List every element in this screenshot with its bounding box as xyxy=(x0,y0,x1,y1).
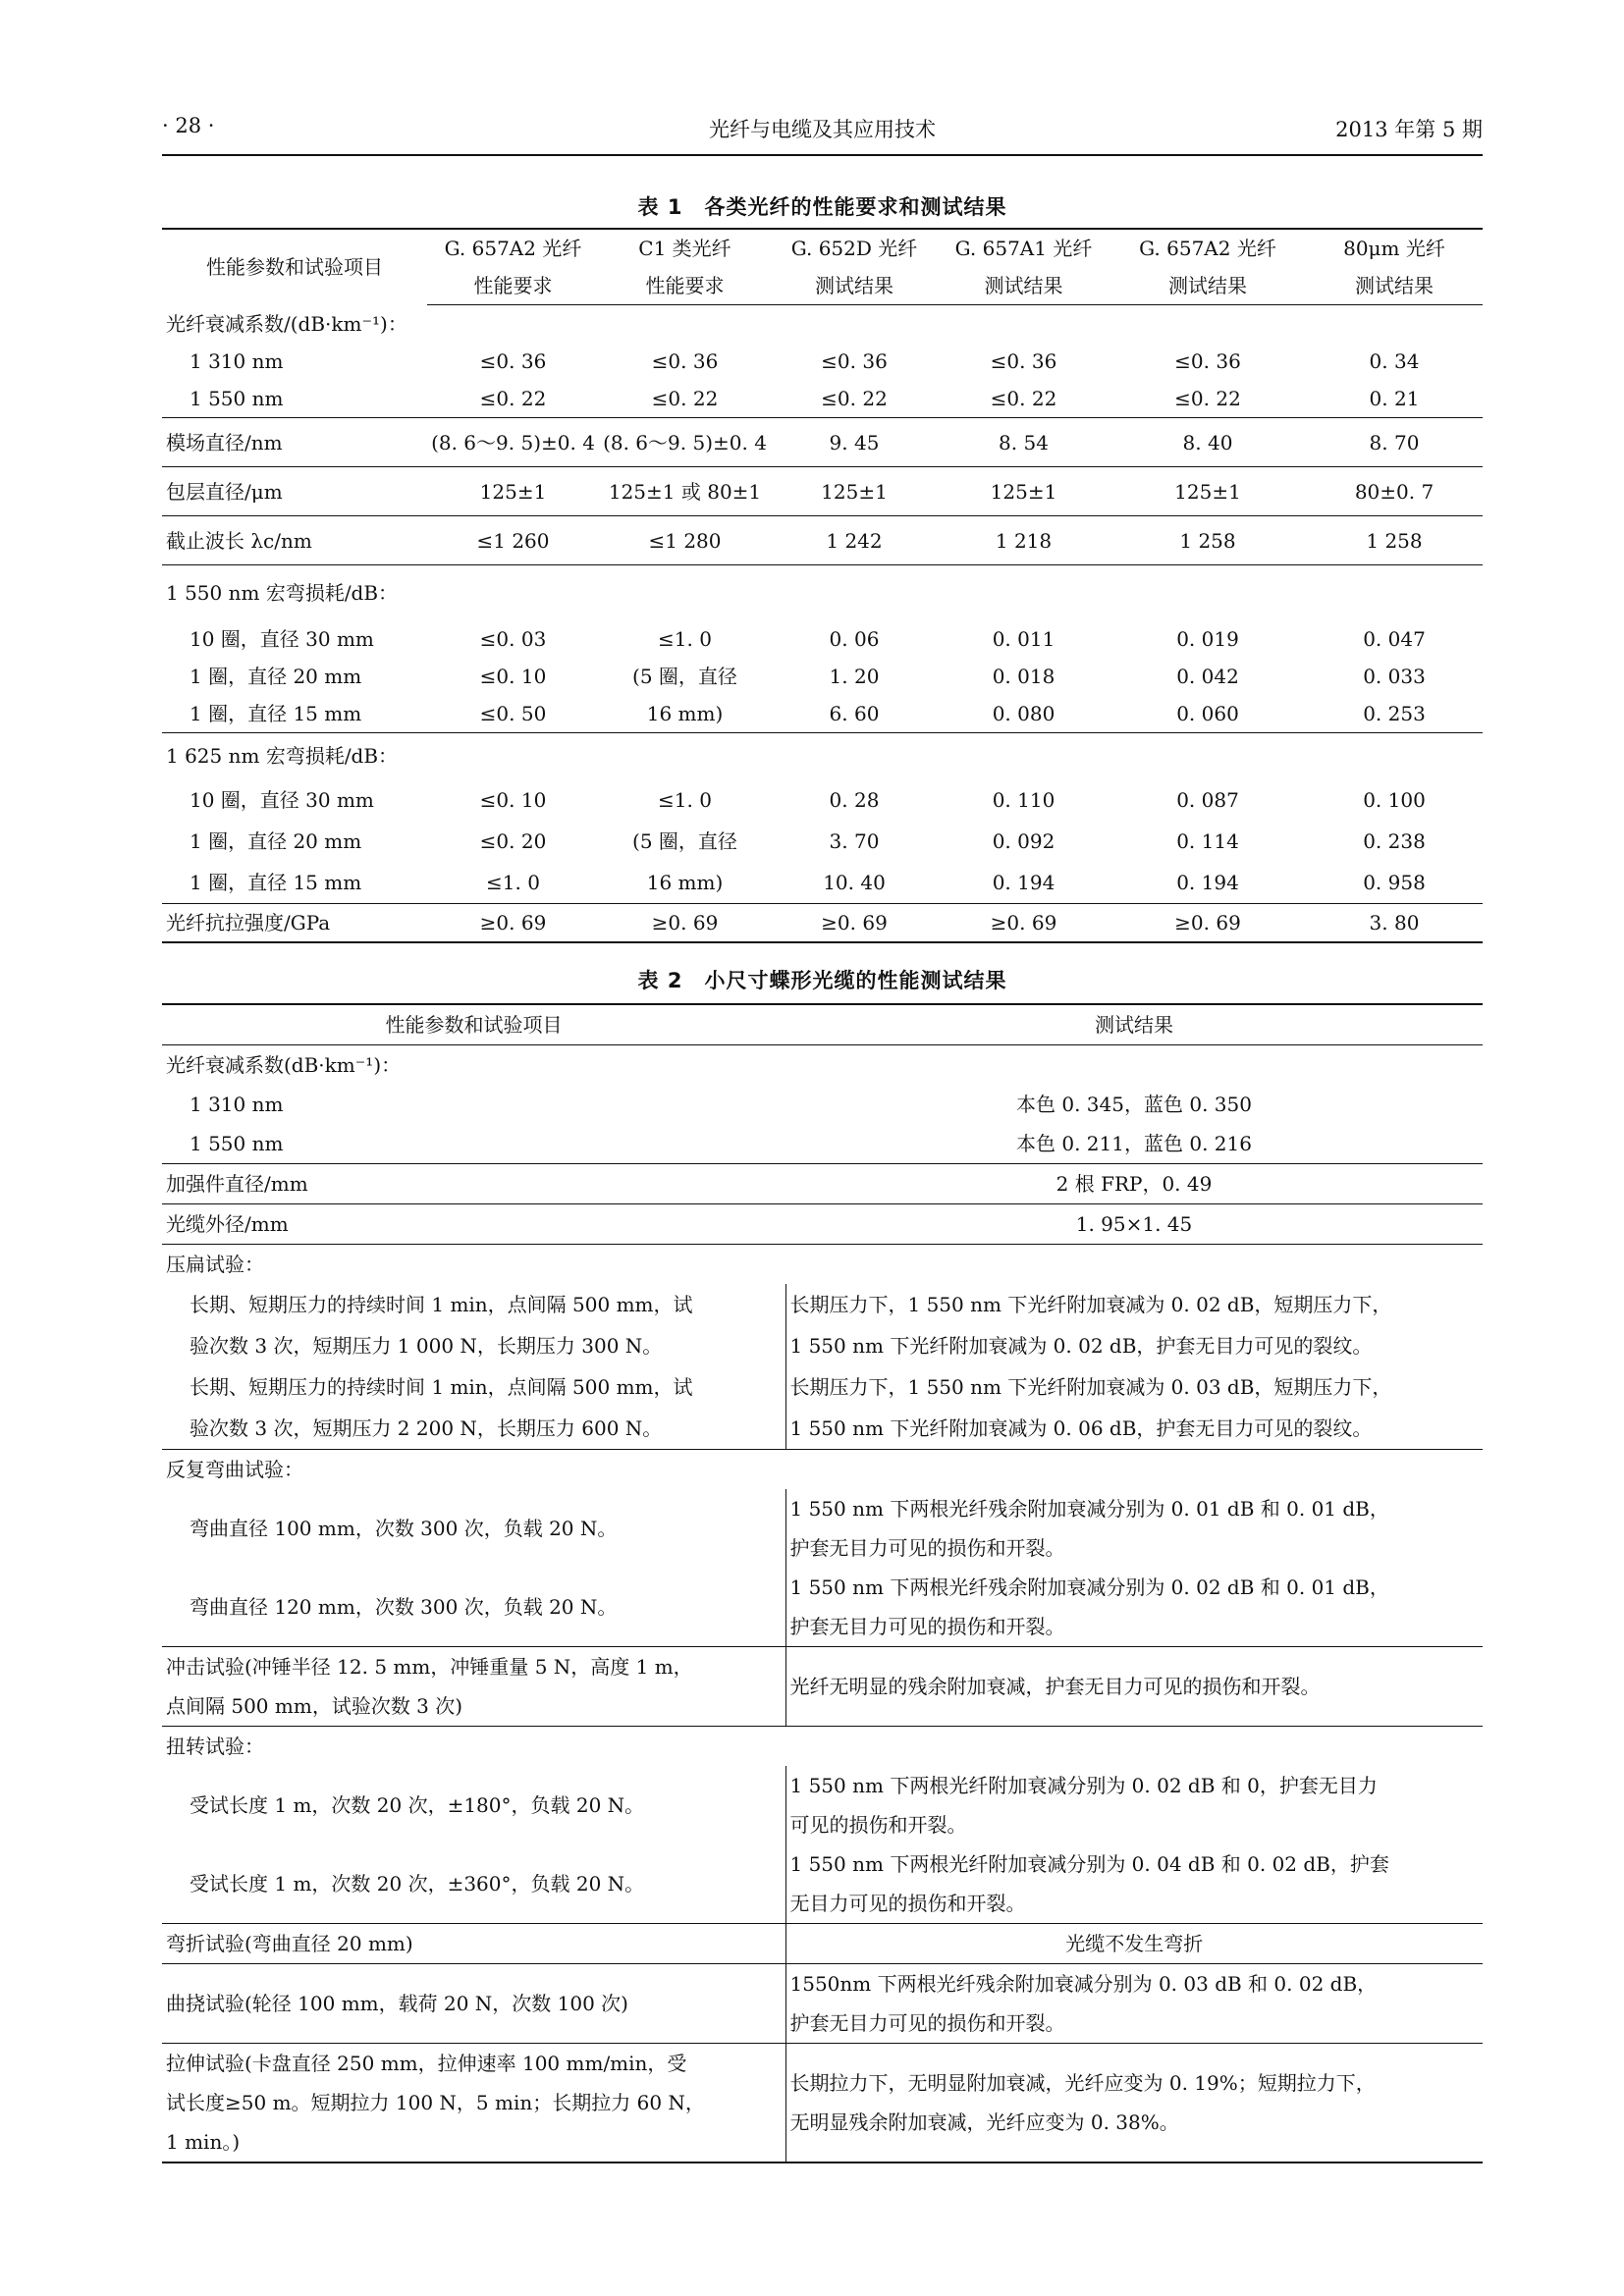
table-cell: ≥0. 69 xyxy=(938,903,1110,942)
issue-label: 2013 年第 5 期 xyxy=(1335,118,1483,141)
condition-line: 长期、短期压力的持续时间 1 min，点间隔 500 mm，试 xyxy=(189,1375,693,1399)
table-row xyxy=(162,1727,1483,1767)
result-line: 1 550 nm 下光纤附加衰减为 0. 06 dB，护套无目力可见的裂纹。 xyxy=(789,1416,1373,1440)
row-label: 光纤衰减系数/(dB·km⁻¹)： xyxy=(166,312,407,336)
row-label: 扭转试验： xyxy=(162,1727,1483,1767)
row-label: 1 550 nm xyxy=(189,387,284,410)
row-label: 1 625 nm 宏弯损耗/dB： xyxy=(162,732,1483,779)
table-row xyxy=(162,1045,1483,1086)
table2-caption: 表 2 小尺寸蝶形光缆的性能测试结果 xyxy=(637,969,1007,992)
table-row xyxy=(162,1124,1483,1164)
table-cell: (8. 6～9. 5)±0. 4 xyxy=(427,418,599,467)
table-row xyxy=(162,1204,1483,1245)
table-cell: 本色 0. 211，蓝色 0. 216 xyxy=(1016,1132,1252,1155)
table-cell: ≤1 260 xyxy=(427,516,599,565)
test-result xyxy=(785,1284,1483,1366)
header-col: G. 657A2 光纤 xyxy=(1110,229,1306,267)
table-row xyxy=(162,1964,1483,2044)
table-cell: ≤0. 36 xyxy=(479,349,547,373)
header-col: C1 类光纤 xyxy=(599,229,771,267)
table-row xyxy=(162,1489,1483,1568)
table-cell: 0. 958 xyxy=(1363,870,1426,894)
table-cell: 8. 70 xyxy=(1306,418,1483,467)
table-cell: ≤0. 10 xyxy=(479,788,547,812)
table-cell: 0. 047 xyxy=(1363,626,1426,651)
test-condition: 弯折试验(弯曲直径 20 mm) xyxy=(162,1924,785,1964)
table-cell: 125±1 xyxy=(771,467,938,516)
test-result: 光纤无明显的残余附加衰减，护套无目力可见的损伤和开裂。 xyxy=(785,1647,1483,1727)
table-row xyxy=(162,1245,1483,1285)
test-result xyxy=(785,1844,1483,1924)
header-col: 测试结果 xyxy=(938,267,1110,305)
table-row xyxy=(162,343,1483,380)
table-cell: ≤0. 22 xyxy=(990,387,1057,410)
row-label: 10 圈，直径 30 mm xyxy=(189,626,374,651)
table-cell: 0. 21 xyxy=(1369,387,1420,410)
row-label: 1 圈，直径 15 mm xyxy=(189,870,362,894)
table-cell: 0. 194 xyxy=(992,870,1056,894)
result-line: 无目力可见的损伤和开裂。 xyxy=(789,1892,1026,1915)
page-number: · 28 · xyxy=(162,114,215,137)
result-line: 长期压力下，1 550 nm 下光纤附加衰减为 0. 02 dB，短期压力下， xyxy=(789,1293,1392,1316)
row-label: 加强件直径/mm xyxy=(162,1164,785,1204)
table-row xyxy=(162,2044,1483,2163)
cable-test-table xyxy=(162,1003,1483,2163)
table-cell: ≤0. 22 xyxy=(479,387,547,410)
condition-line: 验次数 3 次，短期压力 2 200 N，长期压力 600 N。 xyxy=(189,1416,663,1440)
test-condition xyxy=(162,1366,785,1450)
result-line: 可见的损伤和开裂。 xyxy=(789,1813,967,1837)
table-row xyxy=(162,695,1483,733)
result-line: 长期压力下，1 550 nm 下光纤附加衰减为 0. 03 dB，短期压力下， xyxy=(789,1375,1392,1399)
table-row xyxy=(162,732,1483,779)
header-col: G. 652D 光纤 xyxy=(771,229,938,267)
table-cell: 0. 110 xyxy=(992,788,1056,812)
condition-line: 试长度≥50 m。短期拉力 100 N，5 min；长期拉力 60 N， xyxy=(166,2091,705,2114)
header-col: 性能要求 xyxy=(427,267,599,305)
table-cell: ≤0. 36 xyxy=(821,349,888,373)
table-cell: ≤0. 36 xyxy=(651,349,719,373)
condition-line: 1 min。) xyxy=(166,2130,241,2154)
table-row xyxy=(162,1568,1483,1647)
header-col: 80μm 光纤 xyxy=(1306,229,1483,267)
table-cell: 8. 54 xyxy=(938,418,1110,467)
header-col: 性能要求 xyxy=(599,267,771,305)
condition-line: 点间隔 500 mm，试验次数 3 次) xyxy=(166,1694,463,1718)
table-cell: 16 mm) xyxy=(646,870,724,894)
test-condition: 曲挠试验(轮径 100 mm，载荷 20 N，次数 100 次) xyxy=(162,1964,785,2044)
row-label: 1 550 nm xyxy=(189,1132,284,1155)
table-cell: 125±1 xyxy=(1110,467,1306,516)
table-row xyxy=(162,1164,1483,1204)
row-label: 1 圈，直径 20 mm xyxy=(189,664,362,688)
table-row xyxy=(162,516,1483,565)
test-result: 光缆不发生弯折 xyxy=(785,1924,1483,1964)
table-cell: 1 258 xyxy=(1306,516,1483,565)
condition-line: 长期、短期压力的持续时间 1 min，点间隔 500 mm，试 xyxy=(189,1293,693,1316)
table-cell: 0. 019 xyxy=(1176,626,1239,651)
result-line: 护套无目力可见的损伤和开裂。 xyxy=(789,2011,1065,2035)
table-cell: ≤1. 0 xyxy=(658,626,712,651)
table-row xyxy=(162,903,1483,942)
test-condition: 受试长度 1 m，次数 20 次，±360°，负载 20 N。 xyxy=(189,1872,645,1896)
table-cell: 16 mm) xyxy=(646,701,724,725)
table-row xyxy=(162,380,1483,418)
table-row xyxy=(162,418,1483,467)
test-result xyxy=(785,1366,1483,1450)
row-label: 光纤抗拉强度/GPa xyxy=(162,903,427,942)
table-cell: 0. 060 xyxy=(1176,701,1239,725)
table-cell: 9. 45 xyxy=(771,418,938,467)
row-label: 10 圈，直径 30 mm xyxy=(189,788,374,812)
row-label: 1 310 nm xyxy=(189,1093,284,1116)
table-cell: 0. 080 xyxy=(992,701,1056,725)
table-row xyxy=(162,1085,1483,1124)
table-cell: 0. 092 xyxy=(992,829,1056,853)
row-label: 截止波长 λc/nm xyxy=(162,516,427,565)
table-cell: 125±1 或 80±1 xyxy=(599,467,771,516)
table-cell: 125±1 xyxy=(427,467,599,516)
table-row xyxy=(162,1647,1483,1727)
journal-title: 光纤与电缆及其应用技术 xyxy=(709,118,936,141)
table-row xyxy=(162,821,1483,862)
table-cell: 0. 238 xyxy=(1363,829,1426,853)
table-cell: ≥0. 69 xyxy=(1110,903,1306,942)
header-col: G. 657A1 光纤 xyxy=(938,229,1110,267)
table-cell: 本色 0. 345，蓝色 0. 350 xyxy=(1016,1093,1252,1116)
result-line: 1 550 nm 下两根光纤附加衰减分别为 0. 02 dB 和 0，护套无目力 xyxy=(789,1774,1378,1797)
table-cell: ≤0. 20 xyxy=(479,829,547,853)
table-cell: 8. 40 xyxy=(1110,418,1306,467)
fiber-performance-table xyxy=(162,228,1483,943)
row-label: 光缆外径/mm xyxy=(162,1204,785,1245)
condition-line: 拉伸试验(卡盘直径 250 mm，拉伸速率 100 mm/min，受 xyxy=(166,2052,687,2075)
header-col: 测试结果 xyxy=(1306,267,1483,305)
result-line: 1 550 nm 下两根光纤附加衰减分别为 0. 04 dB 和 0. 02 dB，护套 xyxy=(789,1852,1389,1876)
row-label: 1 圈，直径 20 mm xyxy=(189,829,362,853)
row-label: 压扁试验： xyxy=(162,1245,1483,1285)
table-cell: 3. 70 xyxy=(829,829,880,853)
header-result: 测试结果 xyxy=(785,1004,1483,1045)
table-cell: 0. 018 xyxy=(992,664,1056,688)
table-cell: ≤0. 10 xyxy=(479,664,547,688)
test-condition xyxy=(162,2044,785,2163)
test-result xyxy=(785,1766,1483,1844)
table-row xyxy=(162,658,1483,695)
table-cell: ≤0. 22 xyxy=(821,387,888,410)
row-label: 反复弯曲试验： xyxy=(162,1450,1483,1490)
table-cell: 6. 60 xyxy=(829,701,880,725)
table-row xyxy=(162,1924,1483,1964)
table-row xyxy=(162,779,1483,821)
row-label: 光纤衰减系数(dB·km⁻¹)： xyxy=(166,1053,402,1077)
table-cell: 0. 033 xyxy=(1363,664,1426,688)
table-row xyxy=(162,467,1483,516)
table-row xyxy=(162,1366,1483,1450)
result-line: 1 550 nm 下光纤附加衰减为 0. 02 dB，护套无目力可见的裂纹。 xyxy=(789,1334,1373,1358)
table-header-row xyxy=(162,229,1483,267)
table-cell: 1 242 xyxy=(771,516,938,565)
result-line: 1550nm 下两根光纤残余附加衰减分别为 0. 03 dB 和 0. 02 dB， xyxy=(789,1972,1378,1996)
table-row xyxy=(162,1844,1483,1924)
table-cell: ≥0. 69 xyxy=(771,903,938,942)
row-label: 1 圈，直径 15 mm xyxy=(189,701,362,725)
header-rule xyxy=(162,154,1483,156)
table-cell: ≤1 280 xyxy=(599,516,771,565)
row-label: 1 310 nm xyxy=(189,349,284,373)
table-cell: 0. 194 xyxy=(1176,870,1239,894)
row-label: 包层直径/μm xyxy=(162,467,427,516)
table-cell: 3. 80 xyxy=(1306,903,1483,942)
header-col: 测试结果 xyxy=(771,267,938,305)
table-cell: (5 圈，直径 xyxy=(632,664,737,688)
table-cell: 0. 06 xyxy=(829,626,880,651)
row-label: 1 550 nm 宏弯损耗/dB： xyxy=(162,565,1483,620)
test-condition xyxy=(162,1647,785,1727)
table-cell: ≤0. 36 xyxy=(1174,349,1241,373)
result-line: 无明显残余附加衰减，光纤应变为 0. 38%。 xyxy=(789,2110,1179,2134)
header-col: 测试结果 xyxy=(1110,267,1306,305)
page-header xyxy=(162,114,1483,153)
table-cell: 0. 253 xyxy=(1363,701,1426,725)
test-result xyxy=(785,1964,1483,2044)
table-cell: 10. 40 xyxy=(823,870,886,894)
table-row xyxy=(162,1284,1483,1366)
header-item: 性能参数和试验项目 xyxy=(162,229,427,305)
table-row xyxy=(162,1450,1483,1490)
result-line: 1 550 nm 下两根光纤残余附加衰减分别为 0. 01 dB 和 0. 01 dB， xyxy=(789,1497,1389,1521)
table-cell: 0. 100 xyxy=(1363,788,1426,812)
result-line: 护套无目力可见的损伤和开裂。 xyxy=(789,1615,1065,1638)
test-condition xyxy=(162,1284,785,1366)
table-cell: ≤0. 50 xyxy=(479,701,547,725)
table-row xyxy=(162,1766,1483,1844)
table-cell: (5 圈，直径 xyxy=(632,829,737,853)
table-header-row xyxy=(162,1004,1483,1045)
table-cell: ≤0. 22 xyxy=(651,387,719,410)
table-row xyxy=(162,305,1483,344)
table-cell: 2 根 FRP，0. 49 xyxy=(785,1164,1483,1204)
table1-caption: 表 1 各类光纤的性能要求和测试结果 xyxy=(637,195,1007,219)
table-cell: 0. 28 xyxy=(829,788,880,812)
table-cell: ≤0. 36 xyxy=(990,349,1057,373)
test-condition: 受试长度 1 m，次数 20 次，±180°，负载 20 N。 xyxy=(189,1793,645,1817)
table-cell: 125±1 xyxy=(938,467,1110,516)
test-result xyxy=(785,1568,1483,1647)
condition-line: 冲击试验(冲锤半径 12. 5 mm，冲锤重量 5 N，高度 1 m， xyxy=(166,1655,693,1679)
table-cell: 0. 114 xyxy=(1176,829,1239,853)
test-result xyxy=(785,1489,1483,1568)
table-cell: 0. 34 xyxy=(1369,349,1420,373)
table-cell: 1 218 xyxy=(938,516,1110,565)
table-cell: (8. 6～9. 5)±0. 4 xyxy=(599,418,771,467)
row-label: 模场直径/nm xyxy=(162,418,427,467)
table-cell: 0. 011 xyxy=(992,626,1056,651)
table-cell: 1. 95×1. 45 xyxy=(785,1204,1483,1245)
table-row xyxy=(162,565,1483,620)
test-result xyxy=(785,2044,1483,2163)
table-cell: 0. 087 xyxy=(1176,788,1239,812)
table-cell: 1. 20 xyxy=(829,664,880,688)
test-condition: 弯曲直径 100 mm，次数 300 次，负载 20 N。 xyxy=(189,1517,618,1540)
table-cell: 0. 042 xyxy=(1176,664,1239,688)
table-row xyxy=(162,862,1483,903)
table-cell: ≤0. 22 xyxy=(1174,387,1241,410)
condition-line: 验次数 3 次，短期压力 1 000 N，长期压力 300 N。 xyxy=(189,1334,663,1358)
table-cell: 80±0. 7 xyxy=(1306,467,1483,516)
test-condition: 弯曲直径 120 mm，次数 300 次，负载 20 N。 xyxy=(189,1595,618,1619)
header-col: G. 657A2 光纤 xyxy=(427,229,599,267)
header-item: 性能参数和试验项目 xyxy=(162,1004,785,1045)
table-row xyxy=(162,620,1483,658)
table-cell: ≤1. 0 xyxy=(658,788,712,812)
table-cell: ≤1. 0 xyxy=(486,870,540,894)
result-line: 1 550 nm 下两根光纤残余附加衰减分别为 0. 02 dB 和 0. 01 dB， xyxy=(789,1575,1389,1599)
table-cell: ≤0. 03 xyxy=(479,626,547,651)
table-cell: ≥0. 69 xyxy=(427,903,599,942)
table-cell: ≥0. 69 xyxy=(599,903,771,942)
result-line: 护套无目力可见的损伤和开裂。 xyxy=(789,1536,1065,1560)
table-cell: 1 258 xyxy=(1110,516,1306,565)
result-line: 长期拉力下，无明显附加衰减，光纤应变为 0. 19%；短期拉力下， xyxy=(789,2071,1376,2095)
